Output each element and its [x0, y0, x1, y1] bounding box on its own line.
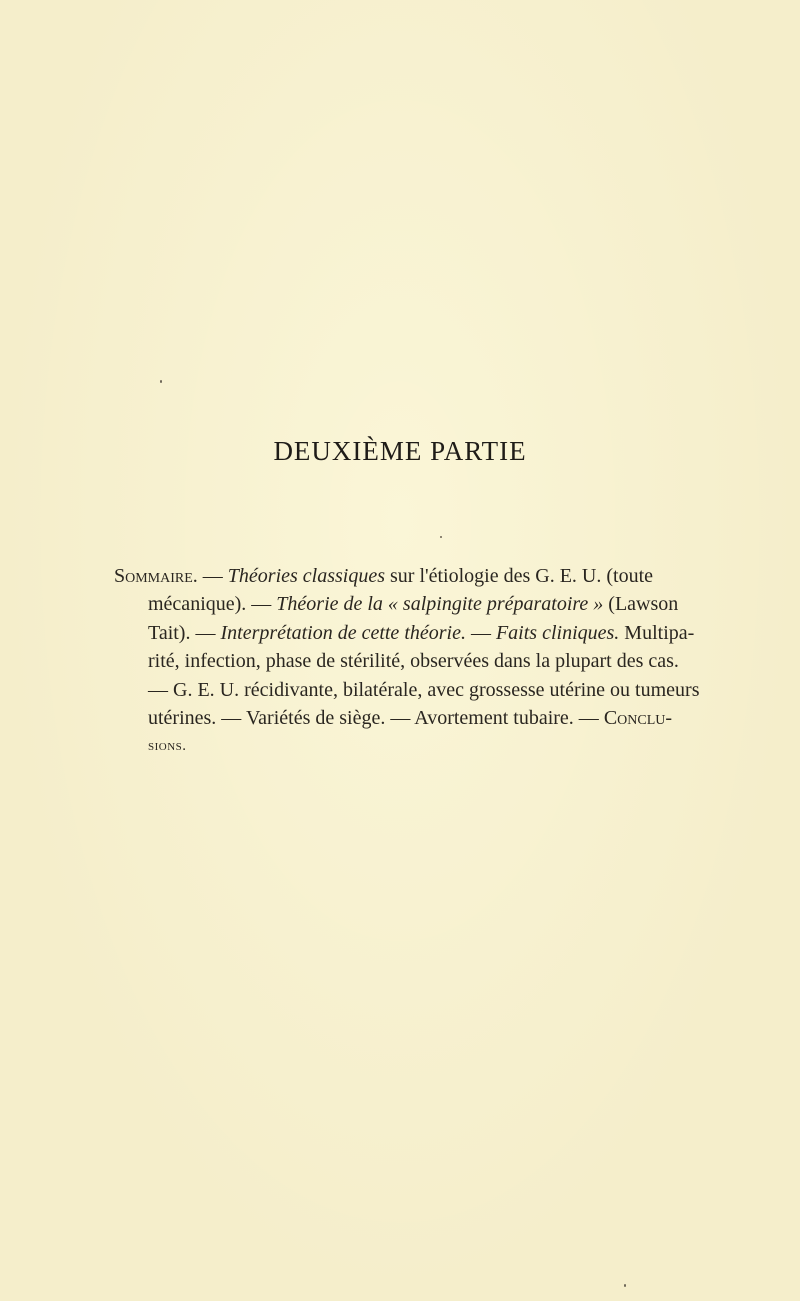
summary-text: utérines. — Variétés de siège. — Avortement tubaire. —: [148, 707, 604, 730]
summary-italic-text: Interprétation de cette théorie.: [220, 621, 466, 644]
paper-speck: [624, 1284, 626, 1287]
summary-text: mécanique). —: [148, 593, 277, 616]
summary-text: (Lawson: [603, 593, 679, 616]
summary-line-3: [114, 619, 695, 647]
part-title: DEUXIÈME PARTIE: [273, 436, 527, 466]
summary-italic-text: Théories classiques: [227, 565, 386, 587]
summary-text: — G. E. U. récidivante, bilatérale, avec grossesse utérine ou tumeurs: [148, 678, 700, 701]
summary-text: —: [197, 565, 228, 587]
summary-line-5: [114, 676, 700, 704]
summary-label: Sommaire.: [114, 565, 198, 587]
summary-line-7: [114, 732, 682, 760]
summary-italic-text: Théorie de la « salpingite préparatoire »: [276, 593, 604, 616]
paper-speck: [160, 380, 162, 383]
summary-paragraph: [114, 562, 700, 761]
summary-text: rité, infection, phase de stérilité, observées dans la plupart des cas.: [148, 650, 679, 673]
summary-italic-text: Faits cliniques.: [495, 621, 620, 644]
summary-smallcaps-text: Conclu-: [603, 707, 673, 730]
summary-line-1: [114, 562, 682, 590]
summary-text: Tait). —: [148, 621, 221, 644]
summary-line-6: [114, 704, 682, 732]
summary-smallcaps-text: sions.: [148, 738, 187, 755]
summary-line-4: [114, 647, 682, 675]
summary-text: —: [465, 621, 496, 644]
summary-line-2: [114, 590, 682, 618]
summary-text: Multipa-: [619, 621, 695, 644]
paper-speck: [440, 536, 442, 538]
summary-text: sur l'étiologie des G. E. U. (toute: [385, 565, 654, 587]
